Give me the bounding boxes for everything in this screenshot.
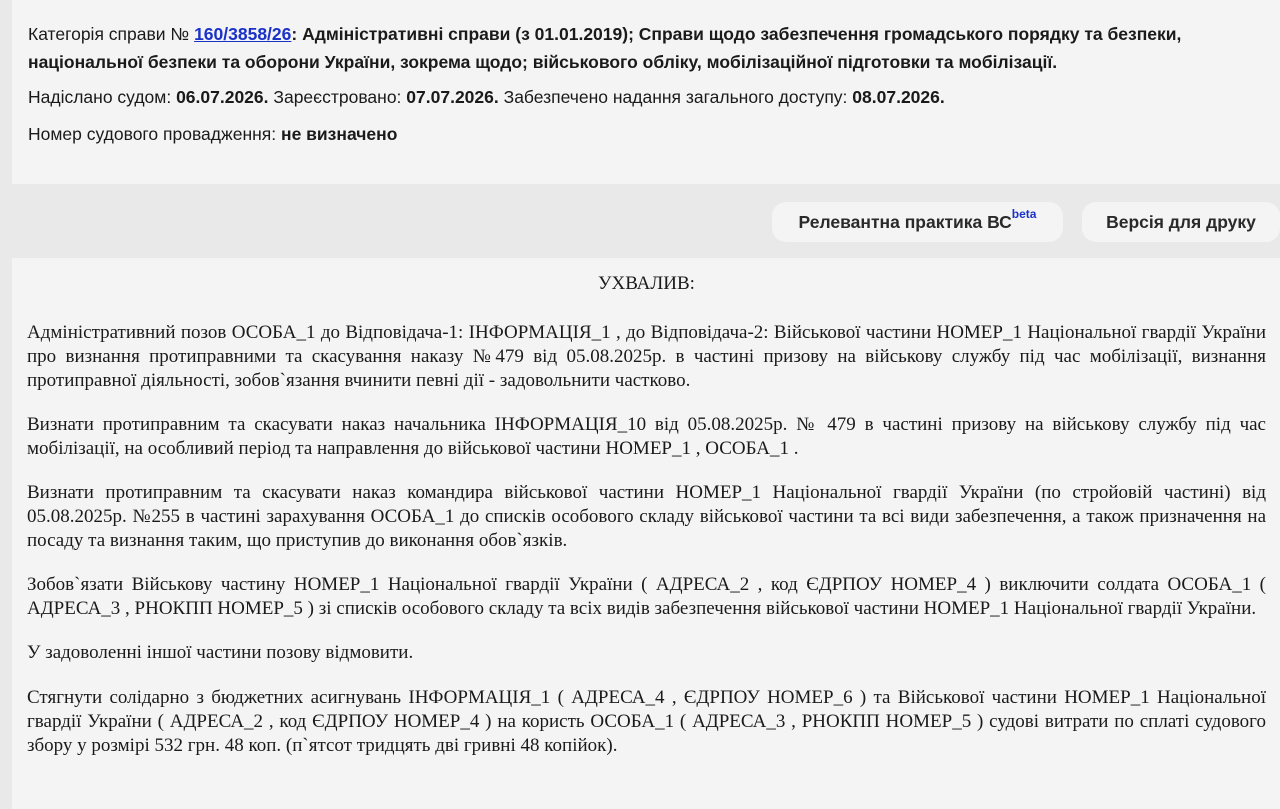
relevant-practice-label: Релевантна практика ВС	[798, 211, 1012, 232]
decision-paragraph: У задоволенні іншої частини позову відмовити.	[27, 642, 414, 663]
decision-heading: УХВАЛИВ:	[598, 273, 695, 294]
beta-badge: beta	[1011, 207, 1037, 221]
case-info-panel	[12, 0, 1280, 184]
decision-paragraph: Зобов`язати Військову частину НОМЕР_1 Національної гвардії України ( АДРЕСА_2 , код ЄДРПОУ НОМЕР_4 ) виключити солдата ОСОБА_1 ( АДРЕСА_3 , РНОКПП НОМЕР_5 ) зі списків особового складу та всіх видів забезпечення військової частини НОМЕР_1 Національної гвардії України.	[27, 574, 1266, 619]
dates-line	[28, 83, 1264, 111]
decision-paragraph: Визнати протиправним та скасувати наказ начальника ІНФОРМАЦІЯ_10 від 05.08.2025р. № 479 в частині призову на військову службу під час мобілізації, на особливий період та направлення до військової частини НОМЕР_1 , ОСОБА_1 .	[27, 414, 1266, 459]
access-date: 08.07.2026.	[852, 87, 945, 107]
print-version-button[interactable]	[1082, 202, 1280, 242]
decision-paragraph: Адміністративний позов ОСОБА_1 до Відповідача-1: ІНФОРМАЦІЯ_1 , до Відповідача-2: Військової частини НОМЕР_1 Національної гвардії України про визнання протиправними та скасування наказу №479 від 05.08.2025р. в частині призову на військову службу під час мобілізації, визнання протиправної діяльності, зобов`язання вчинити певні дії - задовольнити частково.	[27, 322, 1266, 391]
decision-paragraph: Визнати протиправним та скасувати наказ командира військової частини НОМЕР_1 Національної гвардії України (по стройовій частині) від 05.08.2025р. №255 в частині зарахування ОСОБА_1 до списків особового складу військової частини та всі види забезпечення, а також призначення на посаду та визнання таким, що приступив до виконання обов`язків.	[27, 482, 1266, 551]
sent-date: 06.07.2026.	[176, 87, 269, 107]
case-number-link[interactable]: 160/3858/26	[194, 24, 292, 44]
relevant-practice-button[interactable]	[772, 202, 1063, 242]
print-version-label: Версія для друку	[1106, 211, 1256, 232]
proceeding-line	[28, 120, 1264, 148]
category-text: : Адміністративні справи (з 01.01.2019); Справи щодо забезпечення громадського порядку та безпеки, національної безпеки та оборони України, зокрема щодо; військового обліку, мобілізаційної підготовки та мобілізації.	[28, 24, 1182, 72]
decision-paragraph: Стягнути солідарно з бюджетних асигнувань ІНФОРМАЦІЯ_1 ( АДРЕСА_4 , ЄДРПОУ НОМЕР_6 ) та Військової частини НОМЕР_1 Національної гвардії України ( АДРЕСА_2 , код ЄДРПОУ НОМЕР_4 ) на користь ОСОБА_1 ( АДРЕСА_3 , РНОКПП НОМЕР_5 ) судові витрати по сплаті судового збору у розмірі 532 грн. 48 коп. (п`ятсот тридцять дві гривні 48 копійок).	[27, 687, 1266, 756]
case-category-line	[28, 20, 1264, 76]
access-label: Забезпечено надання загального доступу:	[503, 87, 848, 107]
registered-date: 07.07.2026.	[406, 87, 499, 107]
proceeding-label: Номер судового провадження:	[28, 124, 277, 144]
decision-document	[12, 258, 1280, 809]
proceeding-value: не визначено	[281, 124, 398, 144]
category-prefix: Категорія справи №	[28, 24, 190, 44]
registered-label: Зареєстровано:	[273, 87, 402, 107]
sent-label: Надіслано судом:	[28, 87, 172, 107]
